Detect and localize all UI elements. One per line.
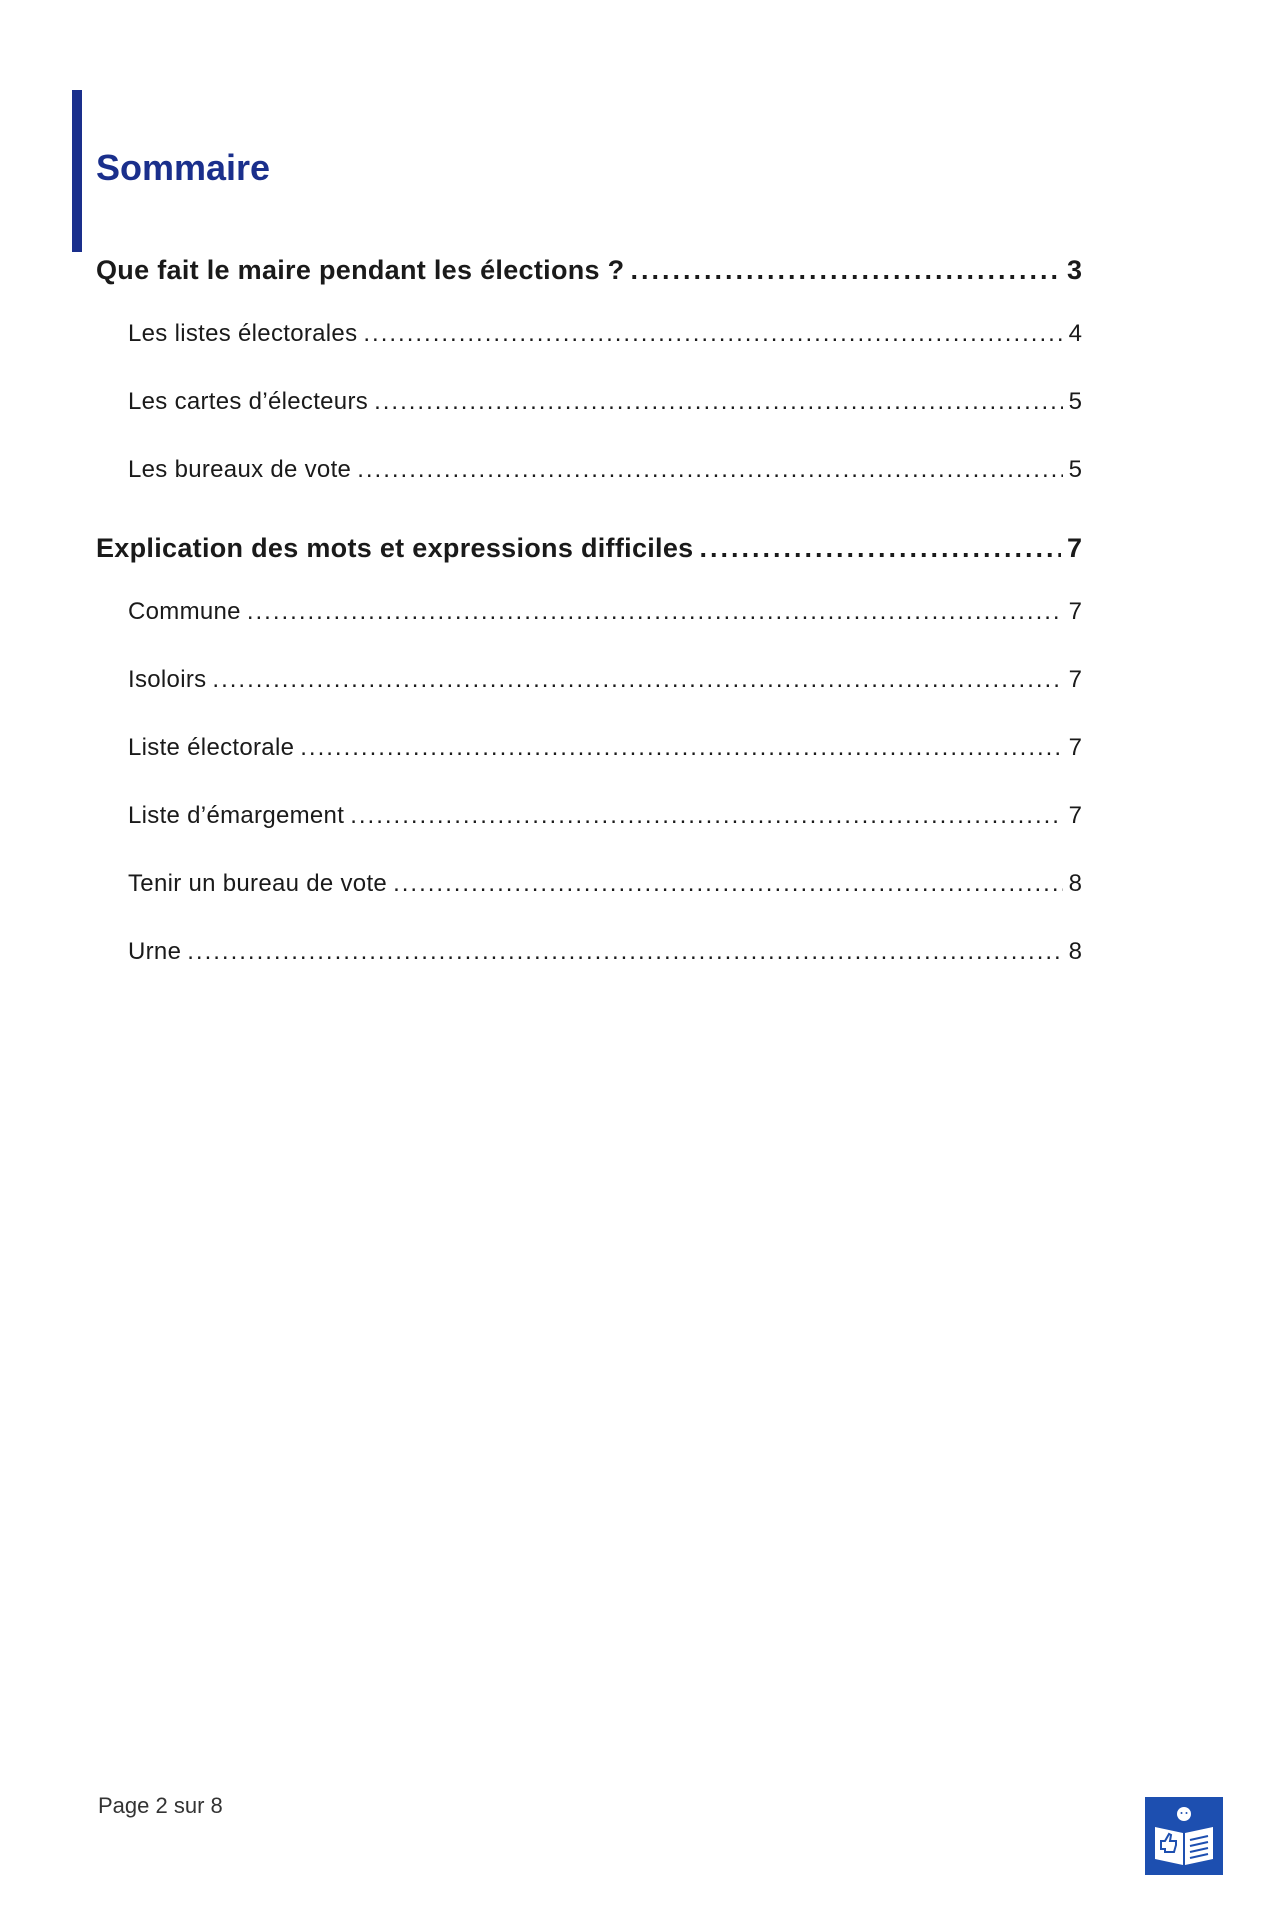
easy-to-read-logo-icon [1145, 1797, 1223, 1875]
toc-leader-dots [630, 255, 1061, 286]
toc-entry-page: 5 [1068, 388, 1082, 415]
toc-leader-dots [187, 938, 1062, 966]
toc-leader-dots [247, 598, 1063, 626]
toc-entry[interactable] [96, 456, 1082, 484]
toc-leader-dots [700, 533, 1061, 564]
toc-entry[interactable] [96, 388, 1082, 416]
toc-leader-dots [374, 388, 1063, 416]
toc-entry-label: Les cartes d’électeurs [128, 388, 369, 415]
toc-entry-page: 7 [1068, 598, 1082, 625]
toc-entry-page: 7 [1068, 734, 1082, 761]
table-of-contents [96, 0, 1082, 1000]
toc-entry-label: Urne [128, 938, 182, 965]
toc-entry-label: Que fait le maire pendant les élections ? [96, 255, 625, 285]
toc-entry-label: Les listes électorales [128, 320, 358, 347]
toc-entry[interactable] [96, 666, 1082, 694]
toc-entry-label: Liste électorale [128, 734, 295, 761]
toc-leader-dots [363, 320, 1062, 348]
toc-leader-dots [357, 456, 1062, 484]
toc-entry[interactable] [96, 734, 1082, 762]
toc-entry-page: 5 [1068, 456, 1082, 483]
toc-entry[interactable] [96, 938, 1082, 966]
toc-leader-dots [212, 666, 1062, 694]
toc-entry-label: Tenir un bureau de vote [128, 870, 388, 897]
page-number: Page 2 sur 8 [98, 1793, 223, 1818]
toc-entry[interactable] [96, 255, 1082, 286]
toc-entry-page: 8 [1068, 870, 1082, 897]
toc-entry-label: Les bureaux de vote [128, 456, 352, 483]
page-title: Sommaire [96, 147, 271, 188]
toc-entry-page: 3 [1066, 255, 1082, 285]
toc-entry-label: Commune [128, 598, 241, 625]
toc-entry-label: Explication des mots et expressions difficiles [96, 533, 694, 563]
toc-entry[interactable] [96, 598, 1082, 626]
title-accent-bar [72, 90, 82, 252]
toc-entry-page: 7 [1068, 802, 1082, 829]
toc-leader-dots [393, 870, 1063, 898]
toc-entry[interactable] [96, 320, 1082, 348]
toc-entry[interactable] [96, 870, 1082, 898]
toc-entry[interactable] [96, 533, 1082, 564]
toc-entry-page: 4 [1068, 320, 1082, 347]
toc-entry-label: Liste d’émargement [128, 802, 345, 829]
toc-entry-page: 7 [1068, 666, 1082, 693]
toc-leader-dots [300, 734, 1062, 762]
toc-entry-label: Isoloirs [128, 666, 207, 693]
toc-entry[interactable] [96, 802, 1082, 830]
toc-leader-dots [350, 802, 1062, 830]
toc-entry-page: 8 [1068, 938, 1082, 965]
toc-entry-page: 7 [1066, 533, 1082, 563]
